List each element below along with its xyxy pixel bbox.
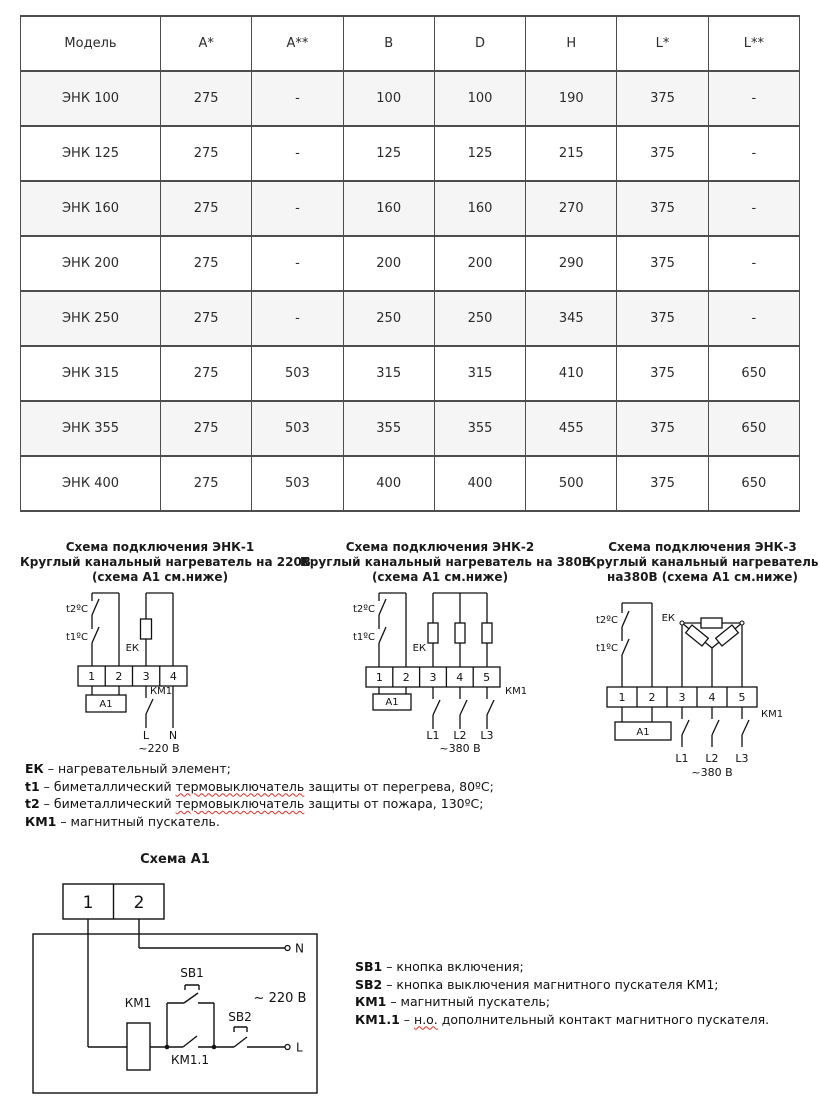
- heater-element-symbol: [701, 618, 722, 628]
- table-header-cell: A*: [161, 16, 252, 71]
- table-cell: 650: [708, 346, 799, 401]
- table-cell: 275: [161, 126, 252, 181]
- schema-a1-circuit-drawing: [20, 870, 360, 1105]
- terminal-5: 5: [738, 691, 746, 704]
- table-cell: -: [708, 71, 799, 126]
- schema-a1-title: Схема А1: [140, 852, 210, 867]
- km1-contacts: [433, 700, 494, 715]
- neutral-n-label: N: [295, 941, 304, 956]
- enk3-circuit-drawing: [585, 585, 820, 780]
- table-cell: 275: [161, 401, 252, 456]
- table-cell: 275: [161, 181, 252, 236]
- table-cell: 275: [161, 236, 252, 291]
- table-cell: 290: [526, 236, 617, 291]
- legend-misspelled-word: н.о.: [414, 1011, 438, 1027]
- table-cell: 355: [434, 401, 525, 456]
- diagram-enk2-title: [300, 540, 591, 585]
- t1-switch-contact: [379, 627, 386, 643]
- terminal-2: 2: [402, 671, 410, 684]
- device-enclosure-box: [33, 934, 317, 1093]
- phase-l-label: L: [296, 1040, 303, 1055]
- legend-key: КМ1: [355, 994, 387, 1009]
- legend-line: [355, 958, 769, 976]
- table-cell: 190: [526, 71, 617, 126]
- table-cell: 100: [434, 71, 525, 126]
- a1-label: А1: [99, 699, 113, 710]
- table-row: [21, 291, 800, 346]
- table-cell: 275: [161, 71, 252, 126]
- legend-text: защиты от перегрева, 80ºС;: [304, 778, 494, 794]
- legend-line: [355, 993, 769, 1011]
- table-row: [21, 346, 800, 401]
- table-cell: 250: [343, 291, 434, 346]
- table-cell: 455: [526, 401, 617, 456]
- terminal-4: 4: [169, 670, 177, 683]
- table-cell: 375: [617, 181, 708, 236]
- phase-l3-label: L3: [480, 729, 494, 742]
- table-cell: 400: [343, 456, 434, 511]
- table-cell: 200: [343, 236, 434, 291]
- table-cell: ЭНК 400: [21, 456, 161, 511]
- enk1-circuit-drawing: [20, 585, 300, 760]
- legend-text: – магнитный пускатель;: [386, 994, 551, 1009]
- km1-contacts: [682, 720, 749, 735]
- table-cell: ЭНК 160: [21, 181, 161, 236]
- table-cell: -: [252, 236, 343, 291]
- legend-text: – биметаллический: [39, 778, 176, 794]
- t1-label: t1ºC: [353, 632, 375, 643]
- ek-label: ЕК: [412, 643, 426, 654]
- voltage-label: ~ 220 В: [253, 991, 307, 1006]
- ek-label: ЕК: [661, 613, 675, 624]
- legend-misspelled-word: термовыключатель: [175, 796, 305, 811]
- phase-l2-label: L2: [705, 752, 719, 765]
- km1-contact: [146, 699, 153, 714]
- table-row: [21, 236, 800, 291]
- diagram-title-line: (схема А1 см.ниже): [91, 570, 229, 584]
- heater-element-symbol: [428, 623, 438, 643]
- table-header-cell: Модель: [21, 16, 161, 71]
- t2-switch-contact: [92, 599, 99, 615]
- l-terminal-node: [285, 1045, 290, 1050]
- table-cell: 200: [434, 236, 525, 291]
- legend-key: t1: [25, 778, 40, 794]
- t2-label: t2ºC: [353, 604, 375, 615]
- diagram-enk1: [20, 540, 311, 760]
- table-cell: 500: [526, 456, 617, 511]
- diagram-title-line: Схема подключения ЭНК-1: [65, 540, 255, 554]
- table-cell: 275: [161, 456, 252, 511]
- table-cell: -: [708, 181, 799, 236]
- diagram-title-line: Круглый канальный нагреватель: [586, 555, 819, 569]
- diagram-title-line: (схема А1 см.ниже): [371, 570, 509, 584]
- table-header-cell: L*: [617, 16, 708, 71]
- table-cell: 100: [343, 71, 434, 126]
- dimensions-table: [20, 15, 800, 512]
- voltage-label: ~380 В: [439, 742, 481, 755]
- diagram-enk3: [585, 540, 820, 780]
- table-cell: ЭНК 100: [21, 71, 161, 126]
- terminal-1: 1: [88, 670, 96, 683]
- t1-label: t1ºC: [66, 632, 88, 643]
- terminal-3: 3: [142, 670, 150, 683]
- diagram-enk1-title: [20, 540, 311, 585]
- table-cell: 355: [343, 401, 434, 456]
- table-cell: ЭНК 315: [21, 346, 161, 401]
- junction-dot: [165, 1045, 170, 1050]
- table-row: [21, 401, 800, 456]
- heater-element-symbol: [482, 623, 492, 643]
- table-cell: -: [252, 126, 343, 181]
- legend-text: – кнопка выключения магнитного пускателя КМ1;: [382, 976, 719, 992]
- phase-l3-label: L3: [735, 752, 749, 765]
- table-row: [21, 126, 800, 181]
- table-cell: 215: [526, 126, 617, 181]
- km11-label: КМ1.1: [171, 1053, 209, 1067]
- table-cell: 125: [343, 126, 434, 181]
- sb2-label: SB2: [228, 1010, 252, 1024]
- terminal-3: 3: [678, 691, 686, 704]
- table-cell: -: [708, 236, 799, 291]
- heater-element-symbol: [455, 623, 465, 643]
- legend-components: [25, 760, 494, 830]
- table-cell: 503: [252, 346, 343, 401]
- phase-l-label: L: [142, 729, 150, 742]
- legend-line: [25, 813, 494, 831]
- km1-coil: [127, 1023, 150, 1070]
- km1-label: КМ1: [124, 996, 152, 1010]
- terminal-4: 4: [456, 671, 464, 684]
- phase-l2-label: L2: [453, 729, 467, 742]
- terminal-2: 2: [648, 691, 656, 704]
- table-cell: 375: [617, 291, 708, 346]
- t2-switch-contact: [622, 611, 629, 627]
- terminal-5: 5: [483, 671, 491, 684]
- table-cell: -: [252, 291, 343, 346]
- legend-line: [355, 1011, 769, 1029]
- neutral-n-label: N: [168, 729, 178, 742]
- legend-line: [25, 778, 494, 796]
- km1-label: КМ1: [150, 686, 173, 697]
- terminal-1: 1: [82, 893, 94, 913]
- legend-schema-a1: [355, 958, 769, 1028]
- table-cell: 275: [161, 291, 252, 346]
- t1-label: t1ºC: [596, 643, 618, 654]
- legend-text: защиты от пожара, 130ºС;: [304, 796, 484, 811]
- enk2-circuit-drawing: [300, 585, 580, 760]
- table-cell: 160: [434, 181, 525, 236]
- legend-key: SB1: [355, 959, 383, 974]
- table-cell: ЭНК 355: [21, 401, 161, 456]
- table-cell: ЭНК 125: [21, 126, 161, 181]
- t1-switch-contact: [622, 639, 629, 655]
- table-cell: -: [708, 291, 799, 346]
- terminal-4: 4: [708, 691, 716, 704]
- table-header-cell: A**: [252, 16, 343, 71]
- diagram-title-line: на380В (схема А1 см.ниже): [607, 570, 798, 584]
- table-cell: 503: [252, 401, 343, 456]
- t2-switch-contact: [379, 599, 386, 615]
- table-cell: 375: [617, 456, 708, 511]
- table-cell: -: [252, 181, 343, 236]
- sb1-label: SB1: [180, 966, 204, 980]
- table-row: [21, 71, 800, 126]
- legend-line: [25, 760, 494, 778]
- voltage-label: ~220 В: [138, 742, 180, 755]
- a1-label: А1: [636, 727, 650, 738]
- terminal-3: 3: [429, 671, 437, 684]
- table-cell: 315: [434, 346, 525, 401]
- t2-label: t2ºC: [596, 615, 618, 626]
- junction-dot: [212, 1045, 217, 1050]
- table-cell: 375: [617, 401, 708, 456]
- t1-switch-contact: [92, 627, 99, 643]
- table-cell: 410: [526, 346, 617, 401]
- diagram-enk3-title: [585, 540, 820, 585]
- legend-text: – магнитный пускатель.: [56, 813, 220, 829]
- table-cell: 503: [252, 456, 343, 511]
- table-cell: ЭНК 200: [21, 236, 161, 291]
- km1-label: КМ1: [505, 686, 528, 697]
- legend-key: t2: [25, 796, 40, 811]
- table-cell: 650: [708, 401, 799, 456]
- table-cell: 375: [617, 71, 708, 126]
- legend-key: КМ1.1: [355, 1011, 400, 1027]
- legend-line: [25, 795, 494, 813]
- diagram-enk2: [300, 540, 591, 760]
- delta-node: [680, 621, 684, 625]
- legend-text: – кнопка включения;: [382, 959, 524, 974]
- table-cell: 160: [343, 181, 434, 236]
- table-cell: ЭНК 250: [21, 291, 161, 346]
- table-cell: 125: [434, 126, 525, 181]
- legend-text: –: [399, 1011, 415, 1027]
- km1-label: КМ1: [761, 709, 784, 720]
- table-row: [21, 456, 800, 511]
- terminal-2: 2: [133, 893, 145, 913]
- table-cell: 650: [708, 456, 799, 511]
- table-cell: 400: [434, 456, 525, 511]
- terminal-1: 1: [618, 691, 626, 704]
- table-cell: 345: [526, 291, 617, 346]
- n-terminal-node: [285, 946, 290, 951]
- table-header-cell: L**: [708, 16, 799, 71]
- legend-line: [355, 976, 769, 994]
- voltage-label: ~380 В: [691, 766, 733, 779]
- table-cell: 250: [434, 291, 525, 346]
- ek-label: ЕК: [125, 643, 139, 654]
- legend-text: дополнительный контакт магнитного пускателя.: [437, 1011, 770, 1027]
- delta-node: [740, 621, 744, 625]
- legend-key: SB2: [355, 976, 383, 992]
- table-cell: 315: [343, 346, 434, 401]
- table-cell: -: [708, 126, 799, 181]
- table-header-cell: B: [343, 16, 434, 71]
- diagram-title-line: Круглый канальный нагреватель на 220В: [20, 555, 311, 569]
- table-cell: 270: [526, 181, 617, 236]
- table-cell: -: [252, 71, 343, 126]
- a1-label: А1: [385, 697, 399, 708]
- table-row: [21, 181, 800, 236]
- diagram-title-line: Схема подключения ЭНК-3: [608, 540, 797, 554]
- phase-l1-label: L1: [675, 752, 689, 765]
- table-cell: 375: [617, 346, 708, 401]
- legend-key: КМ1: [25, 813, 57, 829]
- diagram-title-line: Схема подключения ЭНК-2: [345, 540, 535, 554]
- table-cell: 375: [617, 236, 708, 291]
- table-header-cell: D: [434, 16, 525, 71]
- terminal-1: 1: [375, 671, 383, 684]
- diagram-title-line: Круглый канальный нагреватель на 380В: [300, 555, 591, 569]
- terminal-2: 2: [115, 670, 123, 683]
- heater-element-symbol: [141, 619, 152, 639]
- table-cell: 275: [161, 346, 252, 401]
- legend-text: – биметаллический: [39, 796, 176, 811]
- t2-label: t2ºC: [66, 604, 88, 615]
- phase-l1-label: L1: [426, 729, 440, 742]
- legend-text: – нагревательный элемент;: [43, 761, 231, 776]
- table-cell: 375: [617, 126, 708, 181]
- legend-misspelled-word: термовыключатель: [175, 778, 305, 794]
- table-header-cell: H: [526, 16, 617, 71]
- table-header-row: [21, 16, 800, 71]
- legend-key: ЕК: [25, 761, 44, 776]
